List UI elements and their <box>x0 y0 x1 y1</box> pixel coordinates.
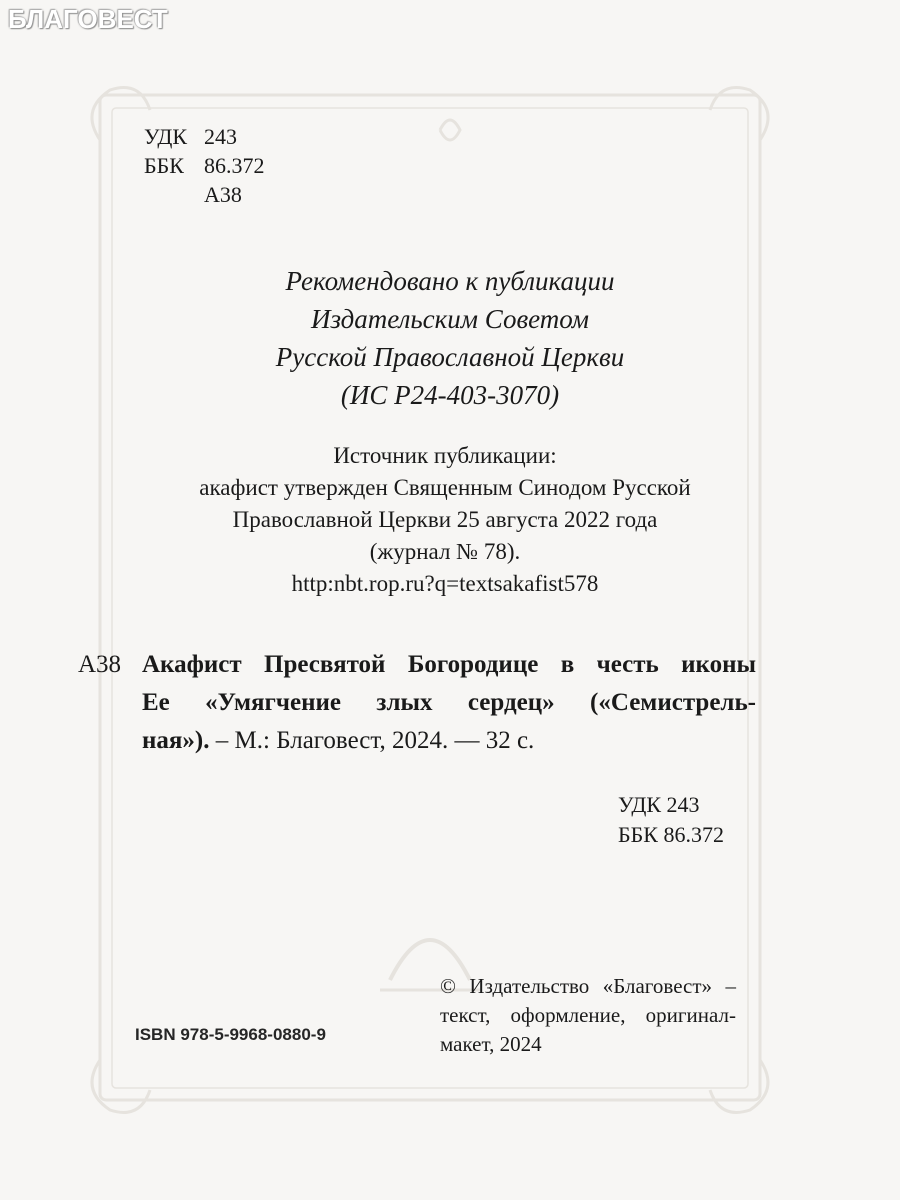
source-line: акафист утвержден Священным Синодом Русской <box>199 475 691 500</box>
catalog-title-line: Акафист Пресвятой Богородице в честь иконы <box>142 651 756 678</box>
copyright-line: © Издательство «Благовест» – <box>440 974 736 998</box>
source-line: Источник публикации: <box>333 443 557 468</box>
catalog-imprint: – М.: Благовест, 2024. — 32 с. <box>209 727 535 754</box>
source-line: (журнал № 78). <box>369 539 521 564</box>
recommendation-block <box>200 262 700 414</box>
udk-row <box>144 122 265 151</box>
publication-source <box>110 440 780 600</box>
bbk-row <box>144 151 265 180</box>
copyright-line: текст, оформление, оригинал- <box>440 1003 736 1027</box>
udk-value: 243 <box>204 124 237 149</box>
recommendation-line: Рекомендовано к публикации <box>285 266 615 296</box>
bbk-bottom: ББК 86.372 <box>618 822 724 847</box>
copyright-line: макет, 2024 <box>440 1032 542 1056</box>
recommendation-line: Издательским Советом <box>310 304 590 334</box>
catalog-title-line: ная»). <box>142 727 210 754</box>
author-mark-row <box>144 180 265 209</box>
bbk-label: ББК <box>144 153 184 178</box>
recommendation-line: (ИС Р24-403-3070) <box>340 380 560 410</box>
author-mark: А38 <box>204 182 242 207</box>
source-url: http:nbt.rop.ru?q=textsakafist578 <box>291 571 599 596</box>
catalog-title-line: Ее «Умягчение злых сердец» («Семистрель- <box>142 689 756 716</box>
classification-codes-bottom <box>618 790 724 850</box>
udk-label: УДК <box>144 124 188 149</box>
recommendation-line: Русской Православной Церкви <box>275 342 625 372</box>
udk-bottom: УДК 243 <box>618 792 700 817</box>
copyright-block <box>440 972 736 1059</box>
publisher-watermark: БЛАГОВЕСТ <box>8 4 168 34</box>
source-line: Православной Церкви 25 августа 2022 года <box>232 507 658 532</box>
isbn: ISBN 978-5-9968-0880-9 <box>135 1025 326 1044</box>
catalog-code: А38 <box>78 651 122 678</box>
classification-codes <box>144 122 265 209</box>
catalog-description <box>142 646 756 760</box>
bbk-value: 86.372 <box>204 153 265 178</box>
